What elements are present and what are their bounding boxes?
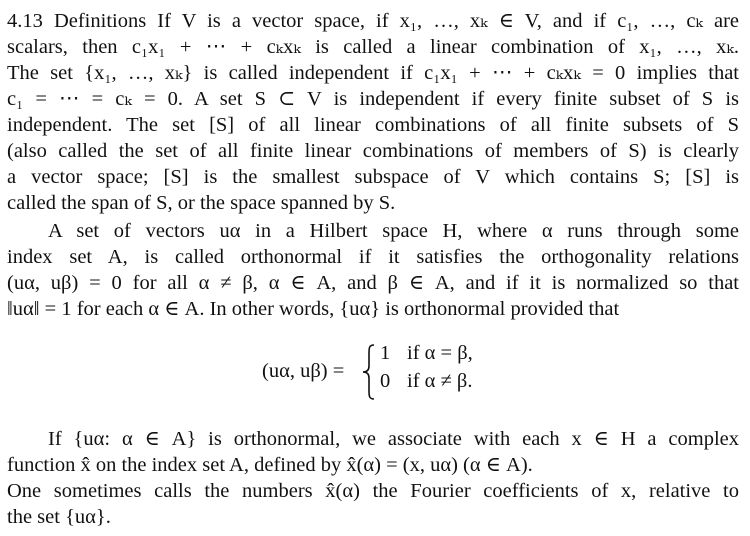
orthonormal-line-2: index set A, is called orthonormal if it satisfies the orthogonality relations [7, 246, 739, 268]
case-2-condition: if α ≠ β. [407, 370, 473, 392]
fourier-line-1: If {uα: α ∈ A} is orthonormal, we associate with each x ∈ H a complex [48, 428, 739, 450]
fourier-line-4: the set {uα}. [7, 506, 111, 528]
case-1-condition: if α = β, [407, 342, 473, 364]
definition-line-8: called the span of S, or the space spanned by S. [7, 192, 396, 214]
definition-line-5: independent. The set [S] of all linear combinations of all finite subsets of S [7, 114, 739, 136]
definition-line-6: (also called the set of all finite linear combinations of members of S) is clearly [7, 140, 739, 162]
definition-line-4: c₁ = ⋯ = cₖ = 0. A set S ⊂ V is independent if every finite subset of S is [7, 88, 739, 110]
definition-line-1: 4.13 Definitions If V is a vector space, if x₁, …, xₖ ∈ V, and if c₁, …, cₖ are [7, 10, 739, 32]
definition-line-2: scalars, then c₁x₁ + ⋯ + cₖxₖ is called a linear combination of x₁, …, xₖ. [7, 36, 739, 58]
case-1-value: 1 [380, 342, 391, 364]
left-brace-icon [362, 344, 376, 400]
case-2-value: 0 [380, 370, 391, 392]
fourier-line-3: One sometimes calls the numbers x̂(α) the Fourier coefficients of x, relative to [7, 480, 739, 502]
fourier-line-2: function x̂ on the index set A, defined by x̂(α) = (x, uα) (α ∈ A). [7, 454, 533, 476]
orthonormal-line-1: A set of vectors uα in a Hilbert space H, where α runs through some [48, 220, 739, 242]
orthogonality-equation [262, 342, 562, 402]
definition-line-3: The set {x₁, …, xₖ} is called independent if c₁x₁ + ⋯ + cₖxₖ = 0 implies that [7, 62, 739, 84]
orthonormal-line-4: ‖uα‖ = 1 for each α ∈ A. In other words, {uα} is orthonormal provided that [7, 298, 620, 320]
definition-line-7: a vector space; [S] is the smallest subspace of V which contains S; [S] is [7, 166, 739, 188]
equation-lhs: (uα, uβ) = [262, 360, 345, 382]
orthonormal-line-3: (uα, uβ) = 0 for all α ≠ β, α ∈ A, and β ∈ A, and if it is normalized so that [7, 272, 739, 294]
